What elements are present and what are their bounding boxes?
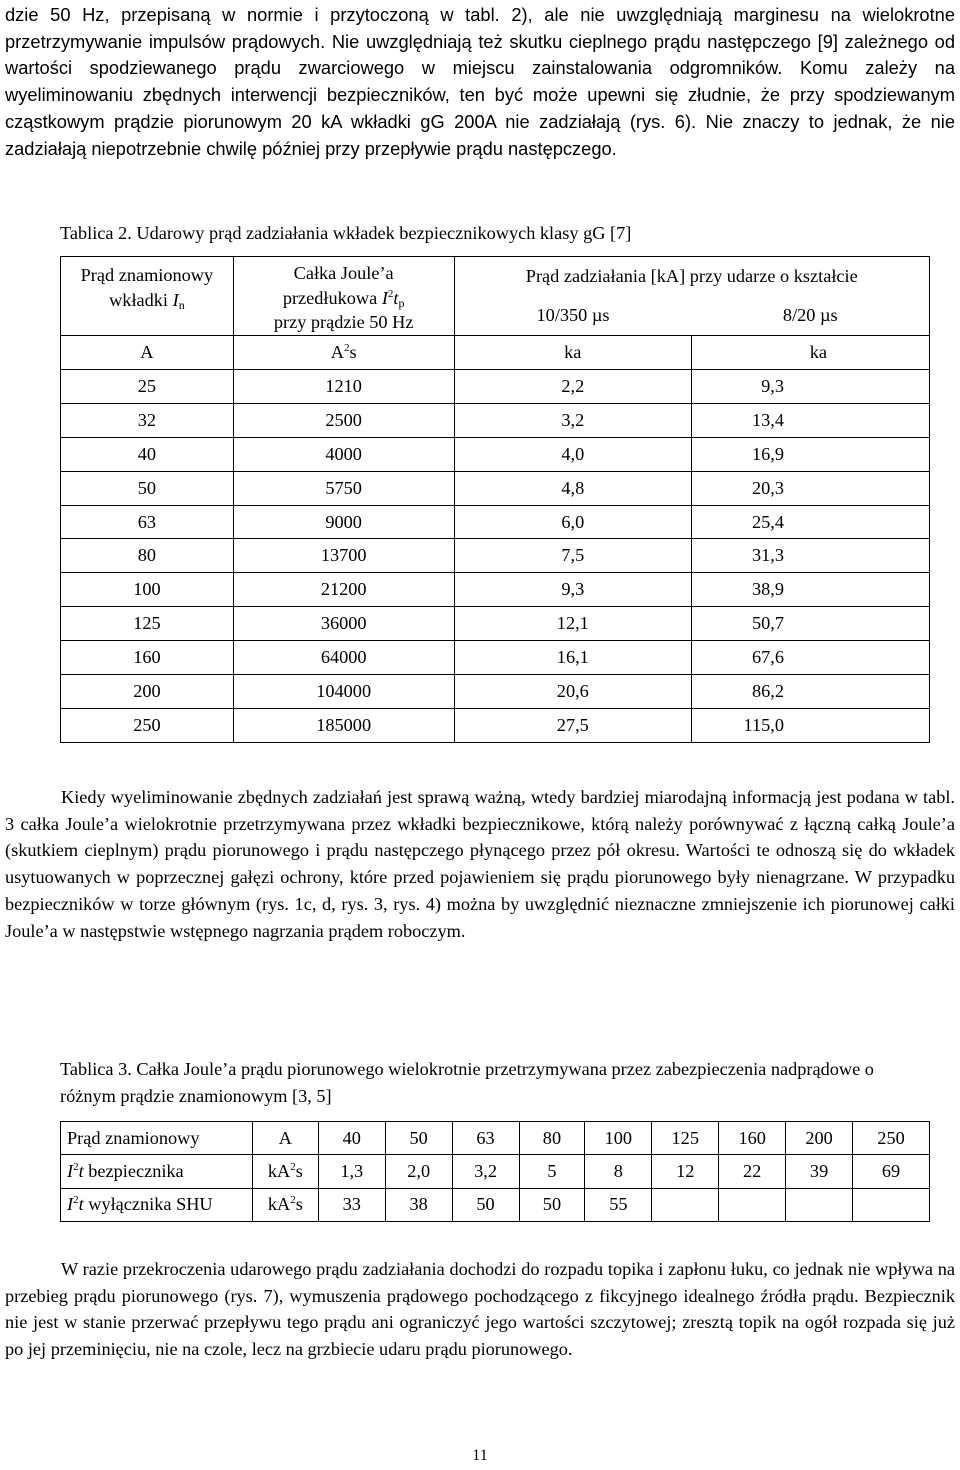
table-cell: 36000 bbox=[233, 607, 454, 641]
table2-header-joule-integral: Całka Joule’a przedłukowa $I^2t_p$ przy prądzie 50 Hz bbox=[233, 257, 454, 336]
table-cell: 13,4 bbox=[692, 403, 930, 437]
table-cell: 86,2 bbox=[692, 675, 930, 709]
table-cell: 32 bbox=[61, 403, 234, 437]
table-cell: 22 bbox=[719, 1155, 786, 1188]
table-row bbox=[61, 403, 930, 437]
table-row bbox=[61, 675, 930, 709]
table-cell: 50 bbox=[61, 471, 234, 505]
unit-cell: A bbox=[61, 335, 234, 370]
table-cell: 38,9 bbox=[692, 573, 930, 607]
table2-header-trip-current: Prąd zadziałania [kA] przy udarze o kształcie bbox=[454, 257, 929, 297]
table-cell: 25,4 bbox=[692, 505, 930, 539]
table-row bbox=[61, 708, 930, 742]
row-label: Prąd znamionowy bbox=[61, 1122, 253, 1155]
row-label: $I^2t$ wyłącznika SHU bbox=[61, 1188, 253, 1221]
table-cell: 38 bbox=[385, 1188, 452, 1221]
unit-cell: $A^2s$ bbox=[233, 335, 454, 370]
table-cell: 100 bbox=[585, 1122, 652, 1155]
table-cell: 200 bbox=[786, 1122, 853, 1155]
table-cell: 13700 bbox=[233, 539, 454, 573]
paragraph-middle: Kiedy wyeliminowanie zbędnych zadziałań jest sprawą ważną, wtedy bardziej miarodajną informacją jest podana w tabl. 3 całka Joule’a wielokrotnie przetrzymywana przez wkładki bezpiecznikowe, którą należy porównywać z łączną całką Joule’a (skutkiem cieplnym) prądu piorunowego i prądu następczego płynącego przez pół okresu. Wartości te odnoszą się do wkładek usytuowanych w poprzecznej gałęzi ochrony, które przed pojawieniem się prądu piorunowego były nienagrzane. W przypadku bezpieczników w torze głównym (rys. 1c, d, rys. 3, rys. 4) można by uwzględnić nieznaczne zmniejszenie ich piorunowej całki Joule’a w następstwie wstępnego nagrzania prądem roboczym. bbox=[5, 787, 955, 941]
table2-units-row bbox=[61, 335, 930, 370]
table-cell: 250 bbox=[853, 1122, 930, 1155]
table-cell: 67,6 bbox=[692, 641, 930, 675]
table-cell: 200 bbox=[61, 675, 234, 709]
table2-header-8-20: 8/20 µs bbox=[692, 297, 930, 335]
table-cell: 2,2 bbox=[454, 370, 692, 404]
table-cell: 7,5 bbox=[454, 539, 692, 573]
table-cell: 125 bbox=[61, 607, 234, 641]
table-cell: 250 bbox=[61, 708, 234, 742]
table-cell: 20,3 bbox=[692, 471, 930, 505]
row-unit: $kA^2s$ bbox=[252, 1188, 318, 1221]
table-cell: 1210 bbox=[233, 370, 454, 404]
table-cell: 69 bbox=[853, 1155, 930, 1188]
table3-row-breaker bbox=[61, 1188, 930, 1221]
table-cell: 12 bbox=[652, 1155, 719, 1188]
table2-body bbox=[61, 370, 930, 743]
page-number: 11 bbox=[472, 1447, 488, 1464]
table-cell: 63 bbox=[61, 505, 234, 539]
table-cell: 125 bbox=[652, 1122, 719, 1155]
unit-cell: ka bbox=[692, 335, 930, 370]
table-cell: 5750 bbox=[233, 471, 454, 505]
table-row bbox=[61, 539, 930, 573]
table-cell: 185000 bbox=[233, 708, 454, 742]
table-cell: 33 bbox=[318, 1188, 385, 1221]
paragraph-intro: dzie 50 Hz, przepisaną w normie i przytoczoną w tabl. 2), ale nie uwzględniają marginesu na wielokrotne przetrzymywanie impulsów prądowych. Nie uwzględniają też skutku cieplnego prądu następczego [9] zależnego od wartości spodziewanego prądu zwarciowego w miejscu zainstalowania odgromników. Komu zależy na wyeliminowaniu zbędnych interwencji bezpieczników, ten być może upewni się złudnie, że przy spodziewanym cząstkowym prądzie piorunowym 20 kA wkładki gG 200A nie zadziałają (rys. 6). Nie znaczy to jednak, że nie zadziałają niepotrzebnie chwilę później przy przepływie prądu następczego. bbox=[5, 4, 955, 159]
table-cell: 9,3 bbox=[454, 573, 692, 607]
table-cell: 50 bbox=[385, 1122, 452, 1155]
table-cell: 55 bbox=[585, 1188, 652, 1221]
table-row bbox=[61, 641, 930, 675]
table-cell: 9,3 bbox=[692, 370, 930, 404]
table2 bbox=[60, 256, 930, 743]
table-cell: 4000 bbox=[233, 437, 454, 471]
table-cell: 50 bbox=[519, 1188, 585, 1221]
table-cell: 39 bbox=[786, 1155, 853, 1188]
table-cell: 115,0 bbox=[692, 708, 930, 742]
table-row bbox=[61, 370, 930, 404]
table-row bbox=[61, 505, 930, 539]
table-row bbox=[61, 573, 930, 607]
table-cell bbox=[853, 1188, 930, 1221]
table-cell: 2500 bbox=[233, 403, 454, 437]
table-cell: 100 bbox=[61, 573, 234, 607]
table-cell: 63 bbox=[452, 1122, 519, 1155]
table-cell: 3,2 bbox=[454, 403, 692, 437]
table-cell: 9000 bbox=[233, 505, 454, 539]
table-cell: 1,3 bbox=[318, 1155, 385, 1188]
table-cell: 4,0 bbox=[454, 437, 692, 471]
unit-cell: ka bbox=[454, 335, 692, 370]
table-cell: 4,8 bbox=[454, 471, 692, 505]
table-cell: 12,1 bbox=[454, 607, 692, 641]
table-cell: 16,1 bbox=[454, 641, 692, 675]
table-cell: 8 bbox=[585, 1155, 652, 1188]
table-cell: 21200 bbox=[233, 573, 454, 607]
table-cell bbox=[786, 1188, 853, 1221]
table-cell: 40 bbox=[61, 437, 234, 471]
table-cell: 31,3 bbox=[692, 539, 930, 573]
table-cell: 50,7 bbox=[692, 607, 930, 641]
table-cell: 5 bbox=[519, 1155, 585, 1188]
paragraph-closing: W razie przekroczenia udarowego prądu zadziałania dochodzi do rozpadu topika i zapłonu łuku, co jednak nie wpływa na przebieg prądu piorunowego (rys. 7), wymuszenia prądowego pochodzącego z fikcyjnego idealnego źródła prądu. Bezpiecznik nie jest w stanie przerwać przepływu tego prądu ani ograniczyć jego wartości szczytowej; zresztą topik na ogół rozpada się już po jej przeminięciu, nie na czole, lecz na grzbiecie udaru prądu piorunowego. bbox=[5, 1259, 955, 1360]
table2-header-rated-current: Prąd znamionowy wkładki $I_n$ bbox=[61, 257, 234, 336]
table-row bbox=[61, 607, 930, 641]
table-cell: 25 bbox=[61, 370, 234, 404]
table-cell: 160 bbox=[61, 641, 234, 675]
table-cell: 2,0 bbox=[385, 1155, 452, 1188]
table-cell: 160 bbox=[719, 1122, 786, 1155]
table-cell: 3,2 bbox=[452, 1155, 519, 1188]
row-unit: $kA^2s$ bbox=[252, 1155, 318, 1188]
table-cell bbox=[652, 1188, 719, 1221]
table-cell: 27,5 bbox=[454, 708, 692, 742]
row-label: $I^2t$ bezpiecznika bbox=[61, 1155, 253, 1188]
table-cell bbox=[719, 1188, 786, 1221]
table-cell: 40 bbox=[318, 1122, 385, 1155]
table-row bbox=[61, 471, 930, 505]
row-unit: A bbox=[252, 1122, 318, 1155]
table-cell: 80 bbox=[61, 539, 234, 573]
table2-header-10-350: 10/350 µs bbox=[454, 297, 692, 335]
table3-caption: Tablica 3. Całka Joule’a prądu piorunowego wielokrotnie przetrzymywana przez zabezpieczenia nadprądowe o różnym prądzie znamionowym [3, 5] bbox=[60, 1059, 874, 1106]
table-cell: 80 bbox=[519, 1122, 585, 1155]
table2-caption: Tablica 2. Udarowy prąd zadziałania wkładek bezpiecznikowych klasy gG [7] bbox=[60, 223, 632, 243]
table-cell: 16,9 bbox=[692, 437, 930, 471]
table-cell: 50 bbox=[452, 1188, 519, 1221]
table-cell: 6,0 bbox=[454, 505, 692, 539]
table3-row-rated-current bbox=[61, 1122, 930, 1155]
table3 bbox=[60, 1121, 930, 1222]
table-cell: 20,6 bbox=[454, 675, 692, 709]
table-row bbox=[61, 437, 930, 471]
table3-row-fuse bbox=[61, 1155, 930, 1188]
table-cell: 104000 bbox=[233, 675, 454, 709]
table-cell: 64000 bbox=[233, 641, 454, 675]
